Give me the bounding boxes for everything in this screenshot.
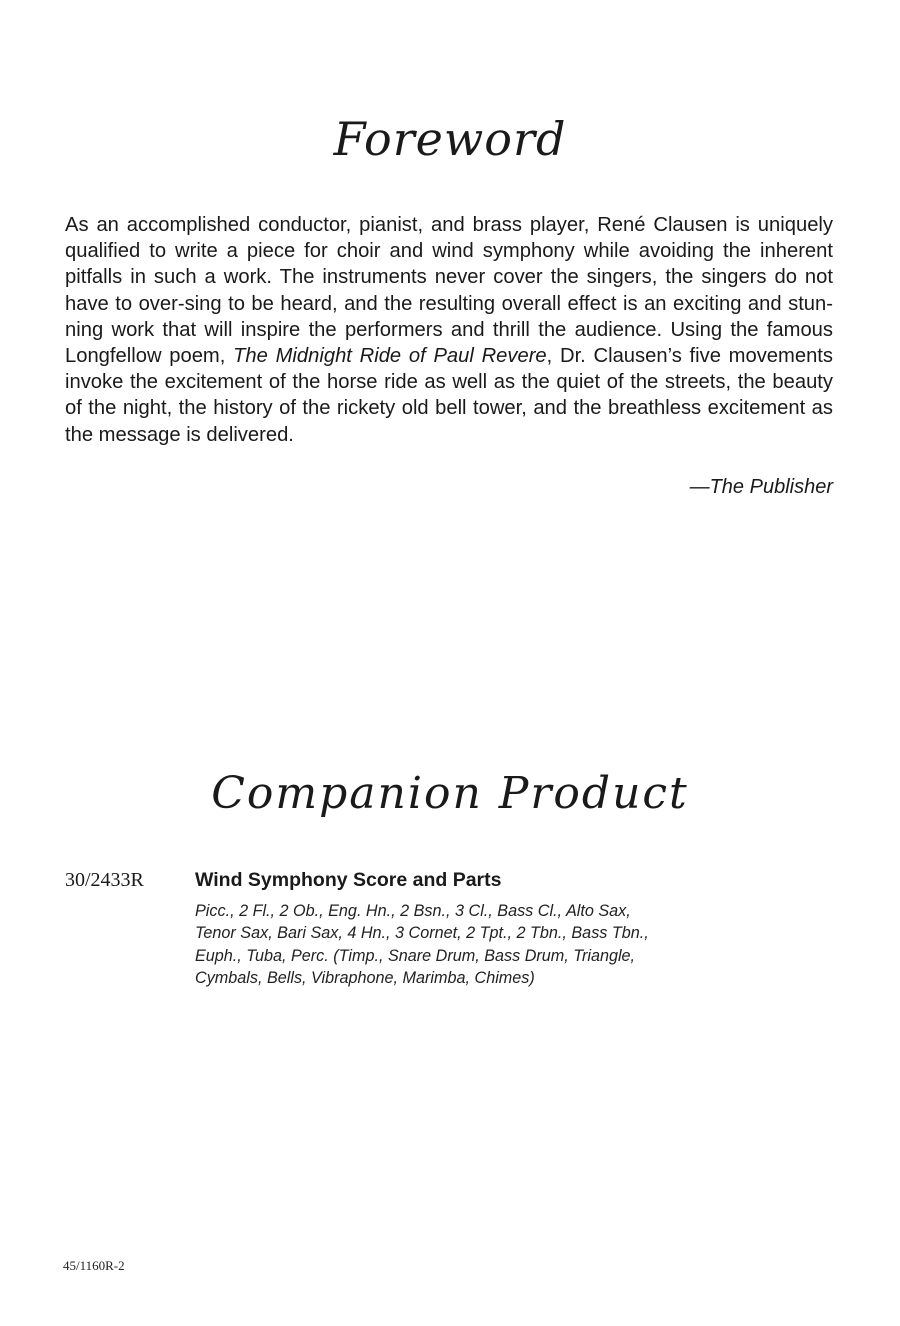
- foreword-attribution: —The Publisher: [689, 476, 833, 498]
- poem-title: The Midnight Ride of Paul Revere: [233, 345, 547, 368]
- footer-catalog-code: 45/1160R-2: [63, 1258, 125, 1273]
- companion-product-heading: Companion Product: [211, 768, 689, 819]
- foreword-heading: Foreword: [333, 112, 567, 166]
- instrumentation-line: Euph., Tuba, Perc. (Timp., Snare Drum, Bass Drum, Triangle,: [195, 946, 636, 965]
- product-code: 30/2433R: [65, 869, 144, 891]
- instrumentation-line: Tenor Sax, Bari Sax, 4 Hn., 3 Cornet, 2 Tpt., 2 Tbn., Bass Tbn.,: [195, 924, 649, 943]
- product-title: Wind Symphony Score and Parts: [195, 869, 502, 891]
- foreword-paragraph: [65, 212, 833, 448]
- product-instrumentation: [195, 900, 675, 989]
- foreword-text-part-1: As an accomplished conductor, pianist, and brass player, René Clausen is uniquely qualified to write a piece for choir and wind symphony while avoiding the inherent pitfalls in such a work. The instruments never cover the singers, the singers do not have to over-sing to be heard, and the resulting overall effect is an exciting and stunning work that will inspire the performers and thrill the audience. Using the famous Longfellow poem,: [65, 214, 833, 368]
- instrumentation-line: Picc., 2 Fl., 2 Ob., Eng. Hn., 2 Bsn., 3 Cl., Bass Cl., Alto Sax,: [195, 902, 631, 920]
- instrumentation-line: Cymbals, Bells, Vibraphone, Marimba, Chimes): [195, 968, 535, 987]
- foreword-text-part-2: , Dr. Clausen’s five movements invoke the excitement of the horse ride as well as the quiet of the streets, the beauty of the night, the history of the rickety old bell tower, and the breathless excitement as the message is delivered.: [65, 345, 833, 446]
